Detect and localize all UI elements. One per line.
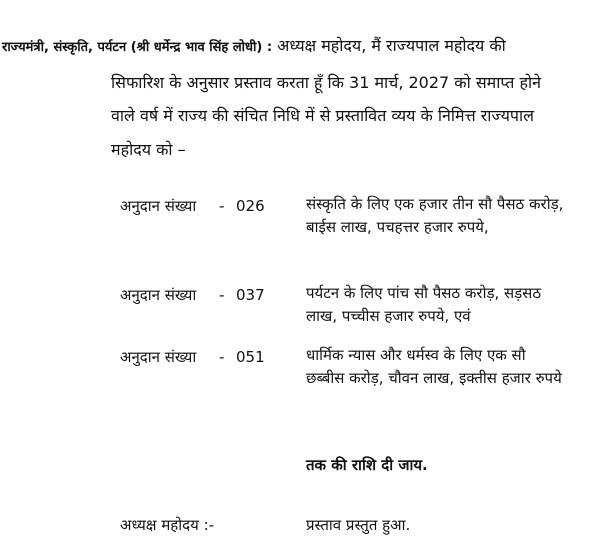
closing-line: तक की राशि दी जाय.: [306, 456, 428, 474]
speech-line-3: वाले वर्ष में राज्य की संचित निधि में से प्रस्तावित व्यय के निमित्त राज्यपाल: [111, 106, 534, 125]
grant-number: 026: [236, 197, 265, 215]
speech-opening-line: [2, 36, 506, 58]
speech-line-2: सिफारिश के अनुसार प्रस्ताव करता हूँ कि 31 मार्च, 2027 को समाप्त होने: [111, 73, 542, 92]
grant-number: 051: [236, 348, 265, 366]
grant-dash: -: [219, 348, 225, 366]
grant-description: पर्यटन के लिए पांच सौ पैसठ करोड़, सड़सठ लाख, पच्चीस हजार रुपये, एवं: [306, 284, 542, 325]
chair-speaker: अध्यक्ष महोदय :-: [120, 516, 215, 534]
chair-statement: प्रस्ताव प्रस्तुत हुआ.: [306, 516, 411, 534]
grant-description: धार्मिक न्यास और धर्मस्व के लिए एक सौ छब्बीस करोड़, चौवन लाख, इक्तीस हजार रुपये: [306, 346, 562, 387]
speech-line-1: अध्यक्ष महोदय, मैं राज्यपाल महोदय की: [277, 36, 506, 55]
speech-line-4: महोदय को –: [111, 140, 186, 159]
speaker-name: राज्यमंत्री, संस्कृति, पर्यटन (श्री धर्मेन्द्र भाव सिंह लोधी) :: [2, 40, 273, 55]
grant-label: अनुदान संख्या: [120, 197, 197, 215]
grant-label: अनुदान संख्या: [120, 286, 197, 304]
grant-dash: -: [219, 197, 225, 215]
grant-description: संस्कृति के लिए एक हजार तीन सौ पैसठ करोड़, बाईस लाख, पचहत्तर हजार रुपये,: [306, 195, 564, 236]
grant-number: 037: [236, 286, 265, 304]
grant-dash: -: [219, 286, 225, 304]
grant-label: अनुदान संख्या: [120, 348, 197, 366]
